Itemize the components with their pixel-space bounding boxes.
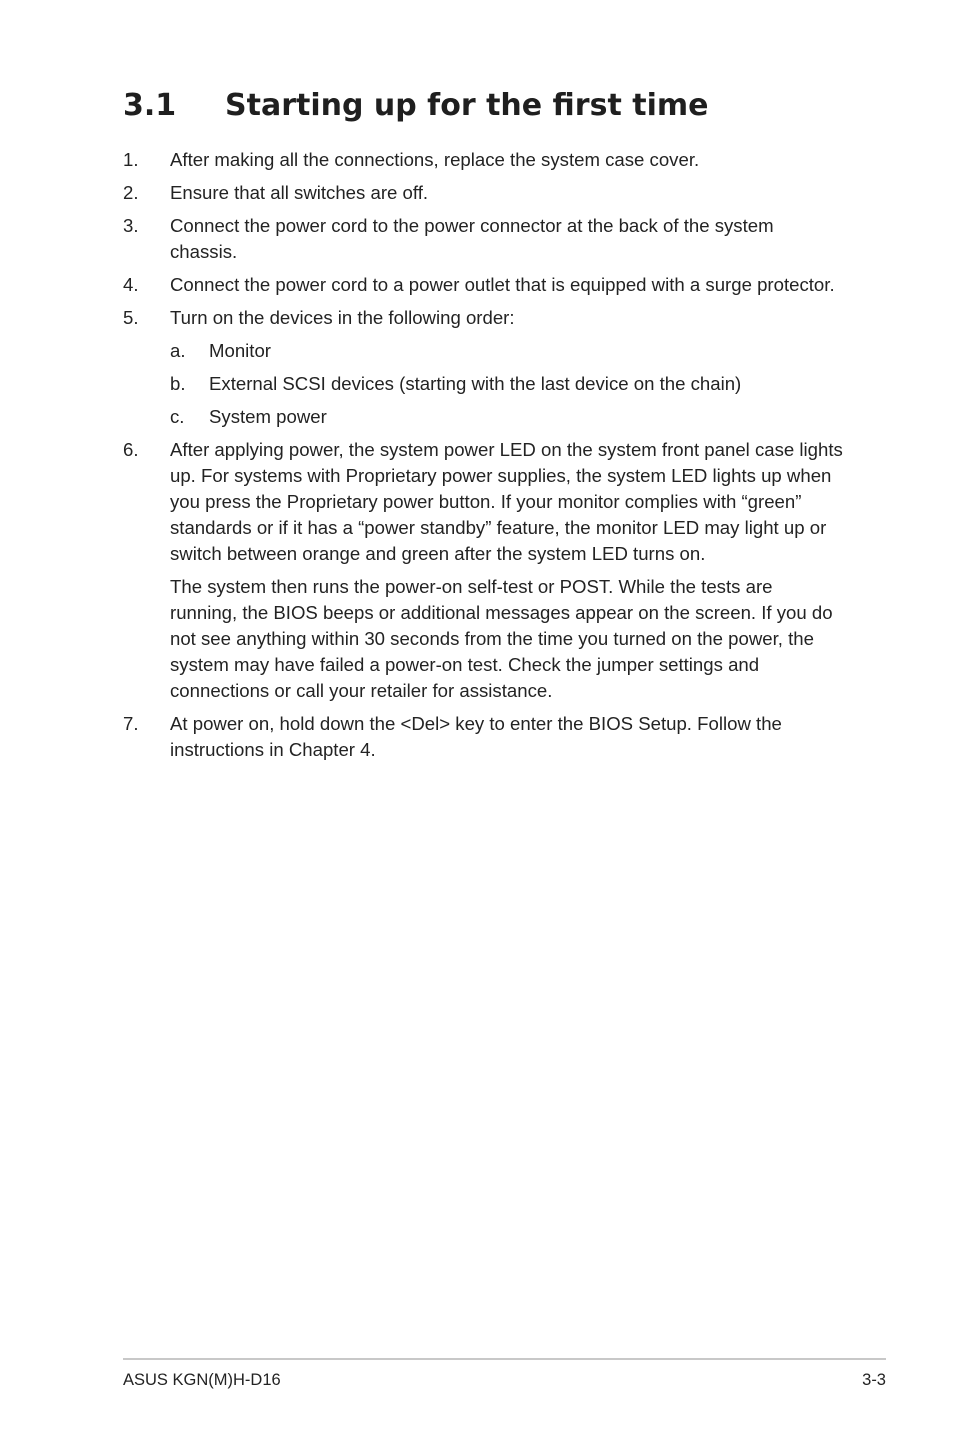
substep-letter: b.: [170, 373, 186, 394]
step-text: At power on, hold down the <Del> key to enter the BIOS Setup. Follow the instructions in Chapter 4.: [170, 713, 782, 760]
step-text: Connect the power cord to a power outlet that is equipped with a surge protector.: [170, 274, 835, 295]
step-5: [123, 305, 843, 430]
step-text: After applying power, the system power LED on the system front panel case lights up. For systems with Proprietary power supplies, the system LED lights up when you press the Proprietary power button. If your monitor complies with “green” standards or if it has a “power standby” feature, the monitor LED may light up or switch between orange and green after the system LED turns on.: [170, 439, 843, 564]
step-text: Ensure that all switches are off.: [170, 182, 429, 203]
section-title: Starting up for the first time: [225, 88, 709, 123]
footer-page-number: 3-3: [862, 1371, 886, 1389]
section-number: 3.1: [123, 88, 177, 123]
step-text: Turn on the devices in the following order:: [170, 307, 515, 328]
step-6: [123, 437, 843, 704]
steps-list: [123, 147, 843, 770]
step-2: [123, 180, 843, 206]
step-number: 4.: [123, 274, 139, 295]
step-1: [123, 147, 843, 173]
footer-divider: [123, 1358, 886, 1360]
substep-a: [170, 338, 843, 364]
substep-text: Monitor: [209, 340, 272, 361]
step-number: 7.: [123, 713, 139, 734]
step-text: After making all the connections, replace the system case cover.: [170, 149, 700, 170]
step-text: Connect the power cord to the power connector at the back of the system chassis.: [170, 215, 774, 262]
substep-text: External SCSI devices (starting with the last device on the chain): [209, 373, 742, 394]
substep-text: System power: [209, 406, 327, 427]
step-7: [123, 711, 843, 763]
step-4: [123, 272, 843, 298]
substep-c: [170, 404, 843, 430]
section-heading: [123, 86, 708, 126]
step-number: 6.: [123, 439, 139, 460]
step-number: 5.: [123, 307, 139, 328]
substep-letter: c.: [170, 406, 185, 427]
step-number: 3.: [123, 215, 139, 236]
substep-letter: a.: [170, 340, 186, 361]
step-number: 1.: [123, 149, 139, 170]
step-3: [123, 213, 843, 265]
step-number: 2.: [123, 182, 139, 203]
substep-b: [170, 371, 843, 397]
footer-product-name: ASUS KGN(M)H-D16: [123, 1371, 281, 1389]
step-paragraph: The system then runs the power-on self-test or POST. While the tests are running, the BIOS beeps or additional messages appear on the screen. If you do not see anything within 30 seconds from the time you turned on the power, the system may have failed a power-on test. Check the jumper settings and connections or call your retailer for assistance.: [170, 576, 833, 701]
